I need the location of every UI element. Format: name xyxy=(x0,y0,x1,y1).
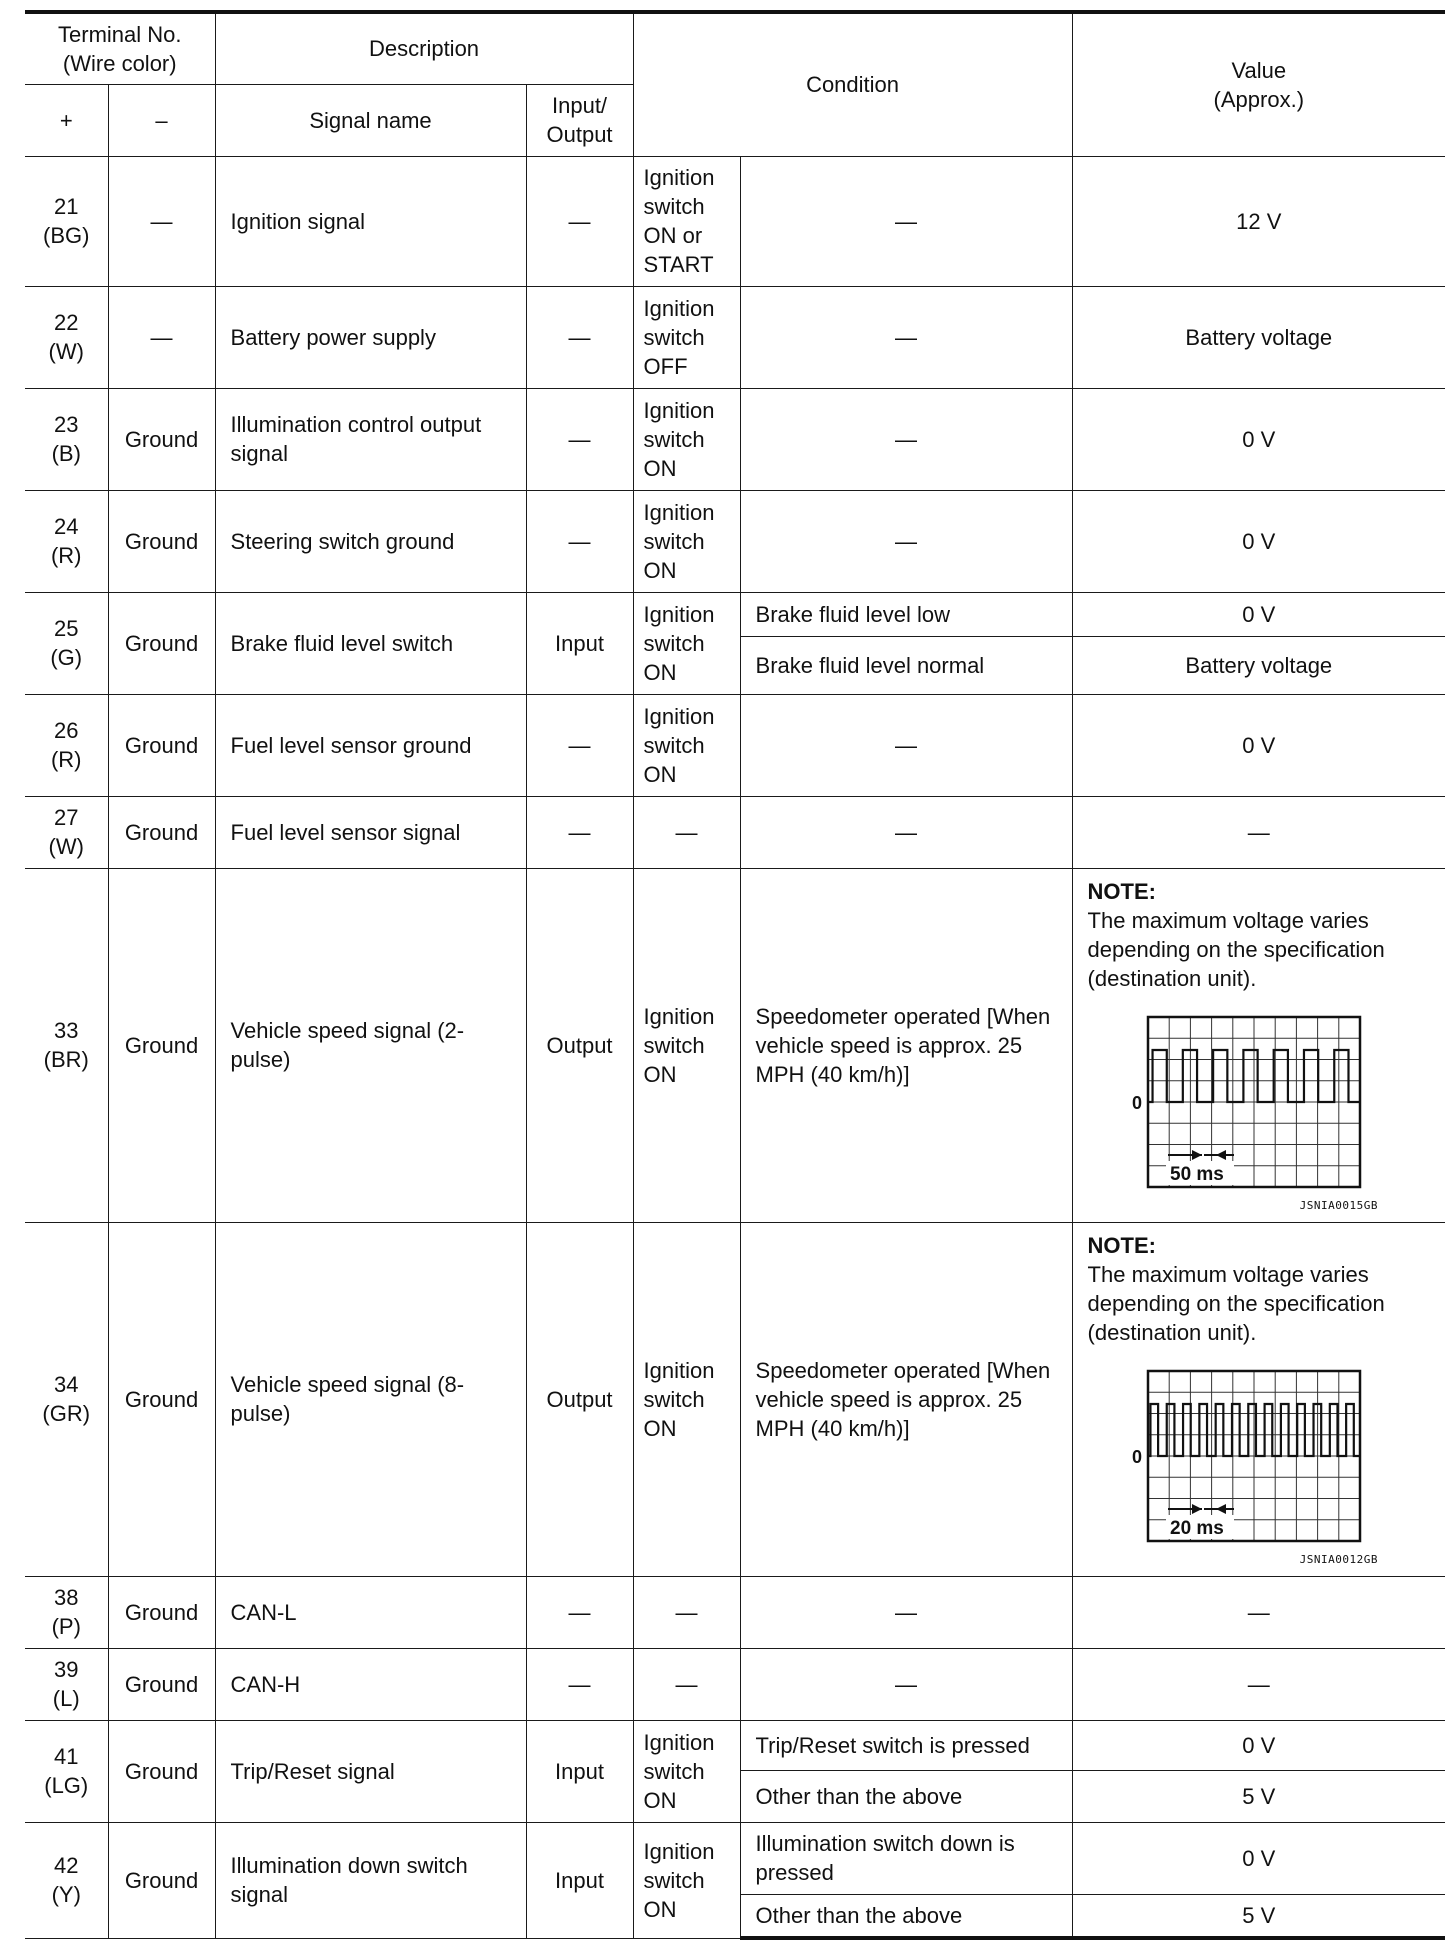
figure-id: JSNIA0012GB xyxy=(1299,1552,1378,1566)
ignition-cell: Ignition switch ON xyxy=(633,592,740,694)
terminal-cell: 42 (Y) xyxy=(25,1822,108,1938)
value-cell: 0 V xyxy=(1072,1720,1445,1770)
terminal-cell: 27 (W) xyxy=(25,796,108,868)
minus-cell: Ground xyxy=(108,1720,215,1822)
note-text: The maximum voltage varies depending on the specification (destination unit). xyxy=(1087,907,1385,991)
value-header: Value (Approx.) xyxy=(1072,12,1445,156)
terminal-cell: 39 (L) xyxy=(25,1648,108,1720)
signal-cell: Illumination control output signal xyxy=(215,388,526,490)
ignition-cell: — xyxy=(633,796,740,868)
minus-cell: Ground xyxy=(108,694,215,796)
condition-cell: — xyxy=(740,796,1072,868)
table-row xyxy=(25,592,1445,636)
value-cell: 5 V xyxy=(1072,1770,1445,1822)
io-cell: — xyxy=(526,388,633,490)
minus-cell: — xyxy=(108,286,215,388)
ignition-cell: Ignition switch ON xyxy=(633,490,740,592)
condition-header: Condition xyxy=(633,12,1072,156)
ignition-cell: — xyxy=(633,1576,740,1648)
table-row xyxy=(25,156,1445,286)
signal-cell: CAN-H xyxy=(215,1648,526,1720)
time-arrow-head xyxy=(1216,1504,1226,1514)
signal-cell: Fuel level sensor ground xyxy=(215,694,526,796)
value-cell: — xyxy=(1072,796,1445,868)
minus-cell: Ground xyxy=(108,1576,215,1648)
figure-id: JSNIA0015GB xyxy=(1299,1198,1378,1212)
signal-cell: Vehicle speed signal (2-pulse) xyxy=(215,868,526,1222)
terminal-spec-table xyxy=(25,10,1445,1940)
condition-cell: — xyxy=(740,286,1072,388)
ignition-cell: — xyxy=(633,1648,740,1720)
minus-header: – xyxy=(108,84,215,156)
value-cell: 0 V xyxy=(1072,490,1445,592)
minus-cell: Ground xyxy=(108,490,215,592)
table-row xyxy=(25,1648,1445,1720)
minus-cell: Ground xyxy=(108,868,215,1222)
minus-cell: — xyxy=(108,156,215,286)
io-cell: — xyxy=(526,1648,633,1720)
terminal-cell: 26 (R) xyxy=(25,694,108,796)
terminal-cell: 34 (GR) xyxy=(25,1222,108,1576)
condition-cell: — xyxy=(740,1648,1072,1720)
value-cell: Battery voltage xyxy=(1072,636,1445,694)
signal-cell: Ignition signal xyxy=(215,156,526,286)
table-row xyxy=(25,1720,1445,1770)
signal-cell: Steering switch ground xyxy=(215,490,526,592)
time-label: 50 ms xyxy=(1169,1163,1224,1185)
condition-cell: — xyxy=(740,388,1072,490)
minus-cell: Ground xyxy=(108,796,215,868)
value-cell xyxy=(1072,868,1445,1222)
value-cell: — xyxy=(1072,1648,1445,1720)
ignition-cell: Ignition switch ON xyxy=(633,868,740,1222)
time-arrow-head xyxy=(1192,1150,1202,1160)
note-title: NOTE: xyxy=(1087,1232,1156,1258)
condition-cell: Other than the above xyxy=(740,1894,1072,1938)
terminal-cell: 25 (G) xyxy=(25,592,108,694)
minus-cell: Ground xyxy=(108,1822,215,1938)
ignition-cell: Ignition switch ON xyxy=(633,694,740,796)
value-cell xyxy=(1072,1222,1445,1576)
minus-cell: Ground xyxy=(108,388,215,490)
minus-cell: Ground xyxy=(108,592,215,694)
table-row xyxy=(25,1822,1445,1894)
table-row xyxy=(25,1576,1445,1648)
table-row xyxy=(25,388,1445,490)
value-cell: 0 V xyxy=(1072,592,1445,636)
value-cell: 0 V xyxy=(1072,1822,1445,1894)
time-arrow-head xyxy=(1216,1150,1226,1160)
terminal-cell: 33 (BR) xyxy=(25,868,108,1222)
condition-cell: — xyxy=(740,490,1072,592)
table-row xyxy=(25,1222,1445,1576)
signal-cell: Trip/Reset signal xyxy=(215,1720,526,1822)
signal-cell: Illumination down switch signal xyxy=(215,1822,526,1938)
condition-cell: Trip/Reset switch is pressed xyxy=(740,1720,1072,1770)
condition-cell: Other than the above xyxy=(740,1770,1072,1822)
condition-cell: Speedometer operated [When vehicle speed is approx. 25 MPH (40 km/h)] xyxy=(740,1222,1072,1576)
ignition-cell: Ignition switch ON xyxy=(633,1720,740,1822)
io-cell: Input xyxy=(526,1822,633,1938)
condition-cell: — xyxy=(740,1576,1072,1648)
condition-cell: Illumination switch down is pressed xyxy=(740,1822,1072,1894)
condition-cell: Speedometer operated [When vehicle speed is approx. 25 MPH (40 km/h)] xyxy=(740,868,1072,1222)
ignition-cell: Ignition switch ON xyxy=(633,1822,740,1938)
time-arrow-head xyxy=(1192,1504,1202,1514)
condition-cell: Brake fluid level normal xyxy=(740,636,1072,694)
zero-label: 0 xyxy=(1131,1092,1142,1113)
value-cell: 0 V xyxy=(1072,388,1445,490)
io-cell: Output xyxy=(526,1222,633,1576)
condition-cell: — xyxy=(740,694,1072,796)
note-text: The maximum voltage varies depending on the specification (destination unit). xyxy=(1087,1261,1385,1345)
signal-cell: Vehicle speed signal (8-pulse) xyxy=(215,1222,526,1576)
zero-label: 0 xyxy=(1131,1446,1142,1467)
oscilloscope-waveform xyxy=(1088,1007,1378,1212)
ignition-cell: Ignition switch ON or START xyxy=(633,156,740,286)
oscilloscope-waveform xyxy=(1088,1361,1378,1566)
minus-cell: Ground xyxy=(108,1222,215,1576)
ignition-cell: Ignition switch ON xyxy=(633,1222,740,1576)
signal-cell: Fuel level sensor signal xyxy=(215,796,526,868)
io-cell: Input xyxy=(526,1720,633,1822)
signal-cell: Battery power supply xyxy=(215,286,526,388)
table-row xyxy=(25,796,1445,868)
terminal-cell: 24 (R) xyxy=(25,490,108,592)
note-title: NOTE: xyxy=(1087,878,1156,904)
terminal-cell: 41 (LG) xyxy=(25,1720,108,1822)
terminal-no-header: Terminal No. (Wire color) xyxy=(25,12,215,84)
table-row xyxy=(25,286,1445,388)
plus-header: + xyxy=(25,84,108,156)
io-cell: — xyxy=(526,694,633,796)
signal-cell: Brake fluid level switch xyxy=(215,592,526,694)
io-cell: — xyxy=(526,1576,633,1648)
io-cell: — xyxy=(526,796,633,868)
signal-name-header: Signal name xyxy=(215,84,526,156)
condition-cell: — xyxy=(740,156,1072,286)
value-cell: 0 V xyxy=(1072,694,1445,796)
table-row xyxy=(25,694,1445,796)
io-cell: Input xyxy=(526,592,633,694)
value-cell: Battery voltage xyxy=(1072,286,1445,388)
minus-cell: Ground xyxy=(108,1648,215,1720)
description-header: Description xyxy=(215,12,633,84)
value-cell: 12 V xyxy=(1072,156,1445,286)
value-cell: 5 V xyxy=(1072,1894,1445,1938)
terminal-cell: 23 (B) xyxy=(25,388,108,490)
input-output-header: Input/ Output xyxy=(526,84,633,156)
io-cell: — xyxy=(526,156,633,286)
terminal-cell: 38 (P) xyxy=(25,1576,108,1648)
terminal-cell: 22 (W) xyxy=(25,286,108,388)
table-row xyxy=(25,868,1445,1222)
signal-cell: CAN-L xyxy=(215,1576,526,1648)
terminal-cell: 21 (BG) xyxy=(25,156,108,286)
ignition-cell: Ignition switch ON xyxy=(633,388,740,490)
table-row xyxy=(25,490,1445,592)
ignition-cell: Ignition switch OFF xyxy=(633,286,740,388)
time-label: 20 ms xyxy=(1169,1517,1224,1539)
value-cell: — xyxy=(1072,1576,1445,1648)
io-cell: Output xyxy=(526,868,633,1222)
io-cell: — xyxy=(526,286,633,388)
condition-cell: Brake fluid level low xyxy=(740,592,1072,636)
io-cell: — xyxy=(526,490,633,592)
